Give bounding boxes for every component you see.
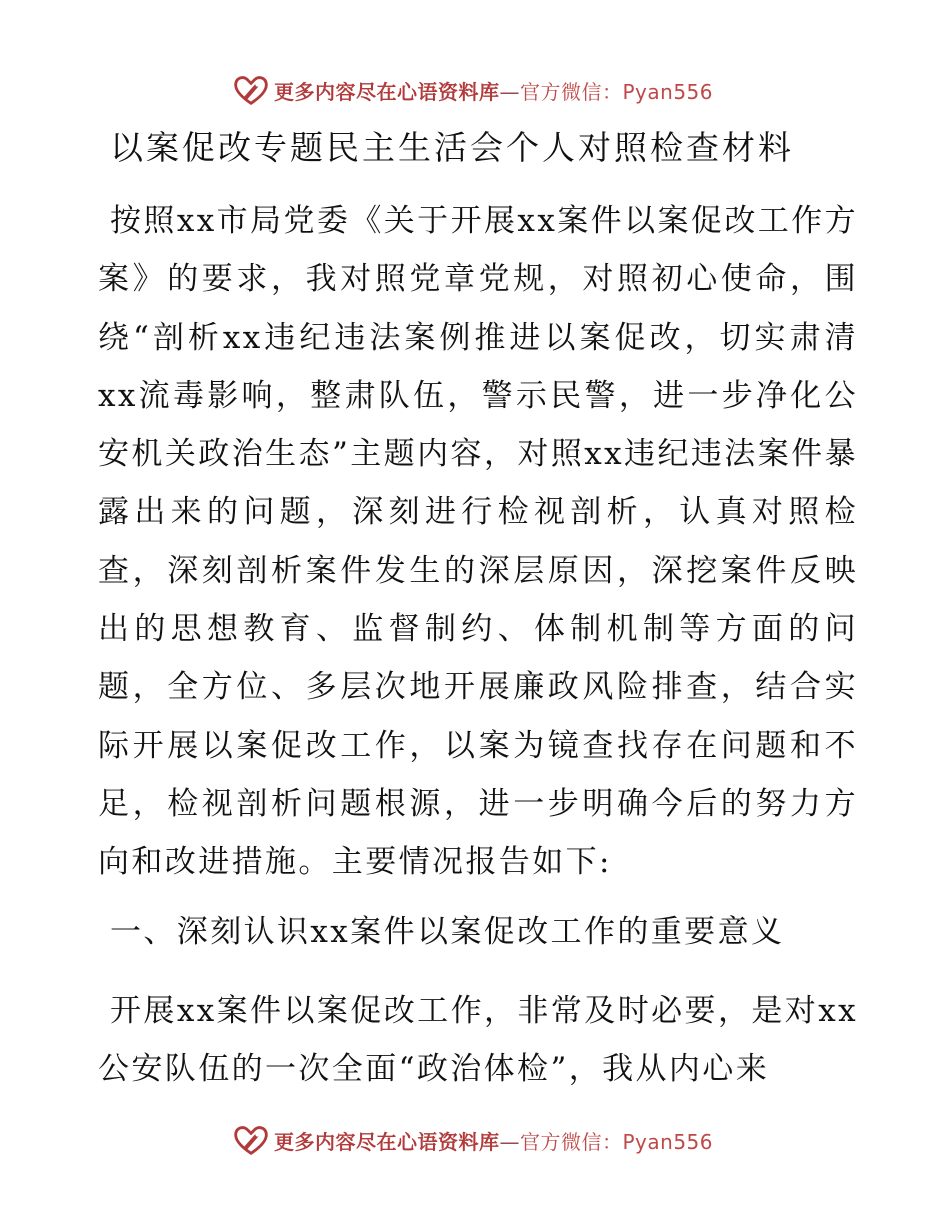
- header-watermark-banner: [232, 70, 792, 110]
- footer-watermark-banner: [232, 1120, 792, 1160]
- heart-pen-logo-icon: [232, 1121, 270, 1159]
- banner-text: [274, 1126, 713, 1155]
- banner-separator: —: [499, 1129, 520, 1154]
- body-paragraph-intro: 按照xx市局党委《关于开展xx案件以案促改工作方案》的要求，我对照党章党规，对照初心使命，围绕“剖析xx违纪违法案例推进以案促改，切实肃清xx流毒影响，整肃队伍，警示民警，进一步净化公安机关政治生态”主题内容，对照xx违纪违法案件暴露出来的问题，深刻进行检视剖析，认真对照检查，深刻剖析案件发生的深层原因，深挖案件反映出的思想教育、监督制约、体制机制等方面的问题，全方位、多层次地开展廉政风险排查，结合实际开展以案促改工作，以案为镜查找存在问题和不足，检视剖析问题根源，进一步明确今后的努力方向和改进措施。主要情况报告如下:: [98, 203, 858, 881]
- banner-main: 更多内容尽在心语资料库: [274, 1129, 500, 1154]
- banner-wechat: 官方微信：Pyan556: [520, 1129, 714, 1154]
- document-title: 以案促改专题民主生活会个人对照检查材料: [110, 128, 794, 167]
- section-heading: 一、深刻认识xx案件以案促改工作的重要意义: [110, 914, 785, 950]
- banner-text: [274, 76, 713, 105]
- banner-main: 更多内容尽在心语资料库: [274, 79, 500, 104]
- heart-pen-logo-icon: [232, 71, 270, 109]
- banner-wechat: 官方微信：Pyan556: [520, 79, 714, 104]
- body-paragraph-section1: 开展xx案件以案促改工作，非常及时必要，是对xx公安队伍的一次全面“政治体检”，我从内心来: [98, 993, 858, 1088]
- banner-separator: —: [499, 79, 520, 104]
